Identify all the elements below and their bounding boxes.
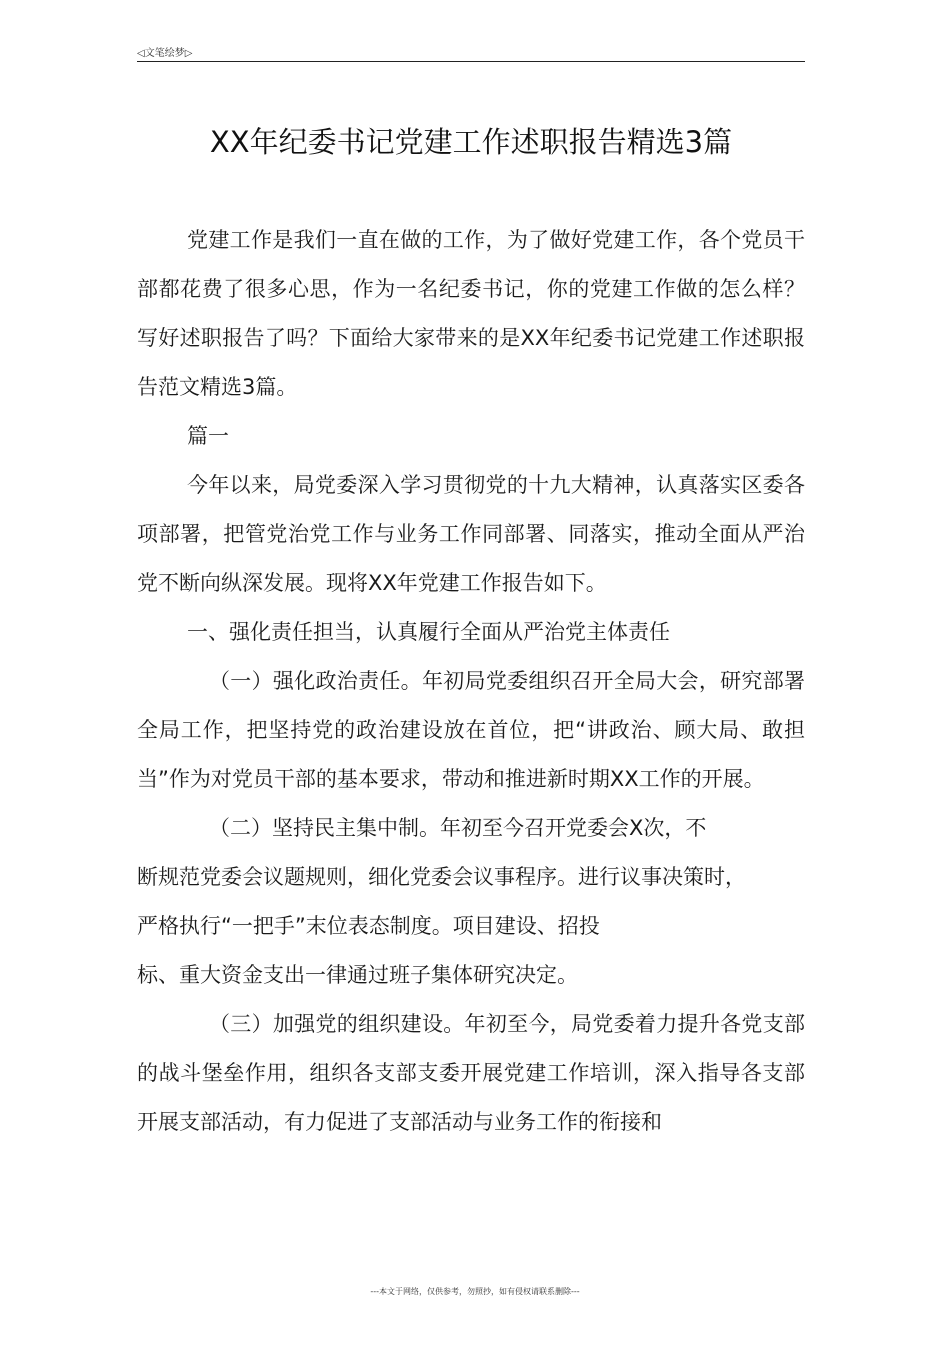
intro-paragraph: 党建工作是我们一直在做的工作，为了做好党建工作，各个党员干部都花费了很多心思，作为一名纪委书记，你的党建工作做的怎么样？写好述职报告了吗？下面给大家带来的是XX年纪委书记党建工作述职报告范文精选3篇。 (137, 228, 805, 399)
item-two-line: 断规范党委会议题规则，细化党委会议事程序。进行议事决策时， (137, 865, 746, 889)
section-label-part-one: 篇一 (187, 424, 229, 448)
document-body (137, 216, 805, 1147)
item-three-paragraph: （三）加强党的组织建设。年初至今，局党委着力提升各党支部的战斗堡垒作用，组织各支部支委开展党建工作培训，深入指导各支部开展支部活动，有力促进了支部活动与业务工作的衔接和 (137, 1012, 805, 1134)
header-divider (137, 61, 805, 62)
page-footer-note: ---本文于网络，仅供参考，勿照抄，如有侵权请联系删除--- (370, 1287, 580, 1296)
heading-one: 一、强化责任担当，认真履行全面从严治党主体责任 (187, 620, 670, 644)
overview-paragraph: 今年以来，局党委深入学习贯彻党的十九大精神，认真落实区委各项部署，把管党治党工作与业务工作同部署、同落实，推动全面从严治党不断向纵深发展。现将XX年党建工作报告如下。 (137, 473, 805, 595)
item-two-paragraph (137, 804, 805, 1000)
document-title: XX年纪委书记党建工作述职报告精选3篇 (209, 125, 733, 159)
item-one-paragraph: （一）强化政治责任。年初局党委组织召开全局大会，研究部署全局工作，把坚持党的政治建设放在首位，把“讲政治、顾大局、敢担当”作为对党员干部的基本要求，带动和推进新时期XX工作的开展。 (137, 669, 805, 791)
item-two-line: （二）坚持民主集中制。年初至今召开党委会X次，不 (209, 816, 707, 840)
item-two-line: 严格执行“一把手”末位表态制度。项目建设、招投 (137, 914, 600, 938)
item-two-line: 标、重大资金支出一律通过班子集体研究决定。 (137, 963, 578, 987)
page-header-label: ◁文笔绘梦▷ (137, 48, 193, 59)
